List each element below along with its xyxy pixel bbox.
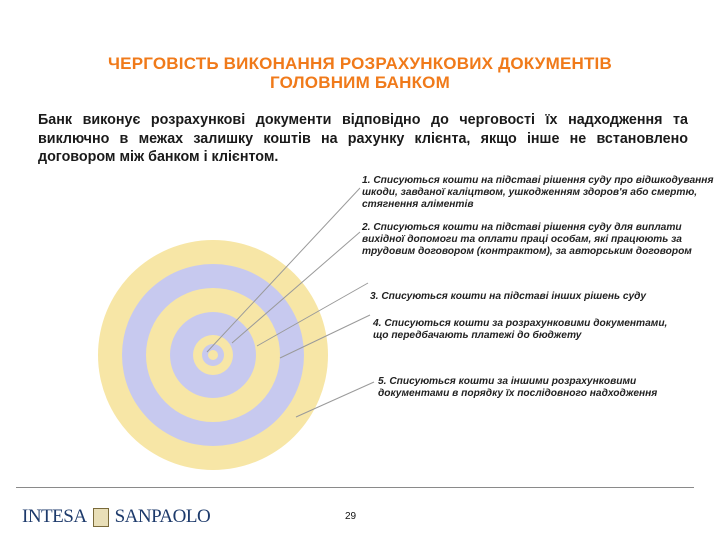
priority-item-1: 1. Списуються кошти на підставі рішення суду про відшкодування шкоди, завданої каліцтвом, ушкодженням здоров'я або смертю, стягнення аліментів <box>362 175 714 210</box>
page-number: 29 <box>345 511 357 522</box>
intro-paragraph: Банк виконує розрахункові документи відповідно до черговості їх надходження та виключно в межах залишку коштів на рахунку клієнта, якщо інше не встановлено договором між банком і клієнтом. <box>38 112 688 165</box>
ring-center-yellow <box>208 350 218 360</box>
title-line-2: ГОЛОВНИМ БАНКОМ <box>270 73 450 92</box>
priority-item-2: 2. Списуються кошти на підставі рішення суду для виплати вихідної допомоги та оплати праці особам, які працюють за трудовим договором (контрактом), за авторським договором <box>362 222 692 257</box>
priority-item-5: 5. Списуються кошти за іншими розрахунковими документами в порядку їх послідовного надходження <box>378 376 658 399</box>
title-line-1: ЧЕРГОВІСТЬ ВИКОНАННЯ РОЗРАХУНКОВИХ ДОКУМЕНТІВ <box>108 54 612 73</box>
logo-text-sanpaolo: SANPAOLO <box>114 506 211 527</box>
intesa-sanpaolo-logo <box>22 506 210 528</box>
logo-text-intesa: INTESA <box>22 506 87 527</box>
priority-item-3: 3. Списуються кошти на підставі інших рішень суду <box>370 291 647 302</box>
priority-item-4: 4. Списуються кошти за розрахунковими документами, що передбачають платежі до бюджету <box>373 318 668 341</box>
logo-emblem-icon <box>93 508 109 527</box>
footer-divider <box>16 487 694 488</box>
